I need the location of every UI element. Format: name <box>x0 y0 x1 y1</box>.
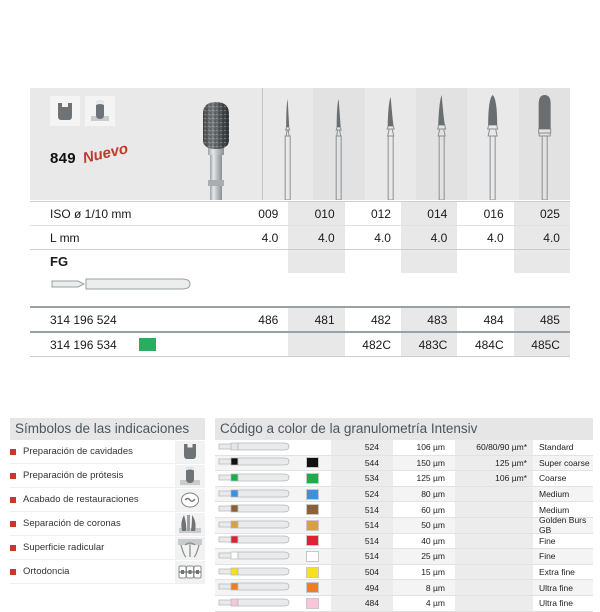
grit-name: Ultra fine <box>539 598 574 609</box>
length-value-5: 4.0 <box>486 230 504 245</box>
symbol-item-crown-separation <box>10 512 205 536</box>
symbol-item-orthodontics <box>10 560 205 584</box>
grit-iso-code: 514 <box>331 549 393 564</box>
ref534-value-3: 482C <box>362 337 391 352</box>
shank-icon-row <box>30 273 570 295</box>
granulometry-separator <box>215 611 593 612</box>
grit-color-swatch-cell <box>293 582 331 593</box>
table-row-ref-524 <box>30 308 570 331</box>
bullet-icon <box>10 473 16 479</box>
grit-micron-value: 50 µm <box>421 520 445 531</box>
ref534-value-5: 484C <box>474 337 504 352</box>
ref534-value-6: 485C <box>514 333 570 356</box>
iso-value-6: 025 <box>514 202 570 225</box>
ref-code-534 <box>30 333 232 356</box>
grit-name: Super coarse <box>539 457 590 468</box>
grit-color-swatch-cell <box>293 598 331 609</box>
grit-color-swatch <box>306 535 319 546</box>
ref524-value-1: 486 <box>258 312 279 327</box>
granulometry-row <box>215 596 593 611</box>
grit-iso-code: 504 <box>331 565 393 580</box>
grit-color-swatch <box>306 551 319 562</box>
iso-value-1: 009 <box>258 206 279 221</box>
symbol-item-finishing <box>10 488 205 512</box>
grit-name: Fine <box>539 535 556 546</box>
grit-bur-icon <box>215 488 293 501</box>
grit-alt-micron-value <box>455 580 533 595</box>
grit-alt-micron-value <box>455 565 533 580</box>
product-header-band <box>30 88 570 201</box>
length-value-6: 4.0 <box>514 226 570 249</box>
bullet-icon <box>10 497 16 503</box>
granulometry-table <box>215 418 593 612</box>
ref-code-524-text: 314 196 524 <box>50 312 117 327</box>
table-row-length <box>30 226 570 249</box>
product-code: 849 <box>50 150 76 168</box>
grit-color-swatch-cell <box>293 473 331 484</box>
grit-bur-icon <box>215 472 293 485</box>
granulometry-row <box>215 456 593 471</box>
ref524-value-3: 482 <box>370 312 391 327</box>
grit-bur-icon <box>215 519 293 532</box>
bur-shape-row <box>262 88 570 200</box>
grit-name: Ultra fine <box>539 582 574 593</box>
grit-color-swatch <box>306 582 319 593</box>
grit-color-swatch-cell <box>293 551 331 562</box>
ref-code-534-text: 314 196 534 <box>50 337 117 352</box>
grit-color-swatch-cell <box>293 567 331 578</box>
grit-iso-code: 514 <box>331 534 393 549</box>
grit-color-swatch-cell <box>293 489 331 500</box>
granulometry-row <box>215 515 593 536</box>
grit-micron-value: 25 µm <box>421 551 445 562</box>
grit-name: Golden Burs GB <box>539 515 587 536</box>
product-code-row <box>50 140 131 180</box>
tooth-crown-icon <box>175 465 205 487</box>
symbols-title: Símbolos de las indicaciones <box>10 418 205 440</box>
grit-bur-icon <box>215 503 293 516</box>
bullet-icon <box>10 521 16 527</box>
symbol-item-prosthesis <box>10 464 205 488</box>
symbol-item-cavities <box>10 440 205 464</box>
granulometry-row <box>215 487 593 502</box>
symbol-label: Superficie radicular <box>23 542 105 553</box>
grit-iso-code: 534 <box>331 471 393 486</box>
granulometry-row <box>215 440 593 455</box>
grit-color-swatch-cell <box>293 535 331 546</box>
symbol-label: Separación de coronas <box>23 518 121 529</box>
product-header-left <box>30 88 170 200</box>
bur-shape-012 <box>365 88 416 200</box>
tooth-root-icon <box>175 537 205 559</box>
granulometry-title: Código a color de la granulometría Intensiv <box>215 418 593 440</box>
tooth-occlusal-icon <box>175 489 205 511</box>
product-table <box>30 88 570 357</box>
grit-name: Standard <box>539 442 574 453</box>
grit-color-swatch <box>306 473 319 484</box>
ref534-value-2 <box>288 333 344 356</box>
grit-alt-micron-value <box>455 502 533 517</box>
indication-icon-group <box>50 96 115 126</box>
grit-iso-code: 484 <box>331 596 393 611</box>
bullet-icon <box>10 545 16 551</box>
granulometry-row <box>215 565 593 580</box>
grit-alt-micron-value: 60/80/90 µm* <box>455 440 533 455</box>
bur-shape-010 <box>313 88 364 200</box>
grit-color-swatch <box>306 567 319 578</box>
bur-shape-016 <box>467 88 518 200</box>
symbols-legend <box>10 418 205 584</box>
table-row-iso <box>30 202 570 225</box>
grit-alt-micron-value <box>455 518 533 533</box>
symbol-item-root-surface <box>10 536 205 560</box>
iso-value-3: 012 <box>370 206 391 221</box>
coarse-color-swatch <box>139 338 156 351</box>
grit-micron-value: 60 µm <box>421 504 445 515</box>
grit-micron-value: 15 µm <box>421 567 445 578</box>
bur-shape-014 <box>416 88 467 200</box>
grit-micron-value: 106 µm <box>416 442 445 453</box>
grit-alt-micron-value <box>455 549 533 564</box>
ref524-value-6: 485 <box>514 308 570 331</box>
table-row-ref-534 <box>30 333 570 356</box>
grit-color-swatch-cell <box>293 520 331 531</box>
bur-shape-009 <box>262 88 313 200</box>
grit-micron-value: 150 µm <box>416 457 445 468</box>
grit-iso-code: 494 <box>331 580 393 595</box>
tooth-section-icon <box>175 513 205 535</box>
table-rule <box>30 356 570 357</box>
diamond-bur-photo <box>170 88 263 200</box>
grit-bur-icon <box>215 534 293 547</box>
granulometry-row <box>215 471 593 486</box>
iso-value-5: 016 <box>483 206 504 221</box>
table-row-shank <box>30 250 570 273</box>
row-label-iso: ISO ø 1/10 mm <box>50 206 132 221</box>
granulometry-rows <box>215 440 593 612</box>
grit-bur-icon <box>215 597 293 610</box>
grit-bur-icon <box>215 441 293 454</box>
iso-value-4: 014 <box>401 202 457 225</box>
table-spacer <box>30 295 570 306</box>
bullet-icon <box>10 449 16 455</box>
ref534-value-4: 483C <box>401 333 457 356</box>
grit-name: Medium <box>539 489 570 500</box>
symbol-label: Ortodoncia <box>23 566 70 577</box>
grit-color-swatch <box>306 598 319 609</box>
row-label-shank <box>30 250 232 273</box>
granulometry-row <box>215 549 593 564</box>
grit-name: Extra fine <box>539 567 575 578</box>
ref524-value-4: 483 <box>401 308 457 331</box>
granulometry-row <box>215 534 593 549</box>
bullet-icon <box>10 569 16 575</box>
ref524-value-2: 481 <box>288 308 344 331</box>
symbol-label: Preparación de cavidades <box>23 446 133 457</box>
fg-bur-outline-icon <box>30 273 232 295</box>
grit-bur-icon <box>215 581 293 594</box>
granulometry-row <box>215 580 593 595</box>
grit-alt-micron-value <box>455 596 533 611</box>
iso-value-2: 010 <box>288 202 344 225</box>
grit-name: Coarse <box>539 473 567 484</box>
grit-color-swatch <box>306 520 319 531</box>
new-badge: Nuevo <box>81 140 130 168</box>
cavity-preparation-icon <box>50 96 80 126</box>
prosthesis-preparation-icon <box>85 96 115 126</box>
grit-micron-value: 125 µm <box>416 473 445 484</box>
grit-micron-value: 80 µm <box>421 489 445 500</box>
ref-code-524 <box>30 308 232 331</box>
tooth-cavity-icon <box>175 441 205 463</box>
grit-alt-micron-value: 125 µm* <box>455 456 533 471</box>
grit-alt-micron-value: 106 µm* <box>455 471 533 486</box>
grit-iso-code: 544 <box>331 456 393 471</box>
length-value-1: 4.0 <box>261 230 279 245</box>
grit-color-swatch <box>306 457 319 468</box>
length-value-4: 4.0 <box>401 226 457 249</box>
length-value-3: 4.0 <box>374 230 391 245</box>
bur-shape-025 <box>519 88 570 200</box>
tooth-ortho-icon <box>175 561 205 583</box>
grit-color-swatch <box>306 504 319 515</box>
grit-name: Fine <box>539 551 556 562</box>
grit-micron-value: 8 µm <box>425 582 445 593</box>
grit-iso-code: 514 <box>331 502 393 517</box>
symbol-label: Preparación de prótesis <box>23 470 124 481</box>
grit-color-swatch-cell <box>293 457 331 468</box>
grit-color-swatch-cell <box>293 504 331 515</box>
ref524-value-5: 484 <box>483 312 504 327</box>
ref534-value-1 <box>232 333 288 356</box>
grit-bur-icon <box>215 566 293 579</box>
row-label-length: L mm <box>50 230 80 245</box>
length-value-2: 4.0 <box>288 226 344 249</box>
grit-name: Medium <box>539 504 570 515</box>
grit-bur-icon <box>215 550 293 563</box>
grit-iso-code: 524 <box>331 487 393 502</box>
grit-alt-micron-value <box>455 487 533 502</box>
grit-color-swatch <box>306 489 319 500</box>
grit-micron-value: 40 µm <box>421 535 445 546</box>
shank-type-label: FG <box>50 254 69 269</box>
grit-alt-micron-value <box>455 534 533 549</box>
grit-iso-code: 514 <box>331 518 393 533</box>
symbol-label: Acabado de restauraciones <box>23 494 139 505</box>
grit-micron-value: 4 µm <box>425 598 445 609</box>
grit-bur-icon <box>215 456 293 469</box>
grit-iso-code: 524 <box>331 440 393 455</box>
